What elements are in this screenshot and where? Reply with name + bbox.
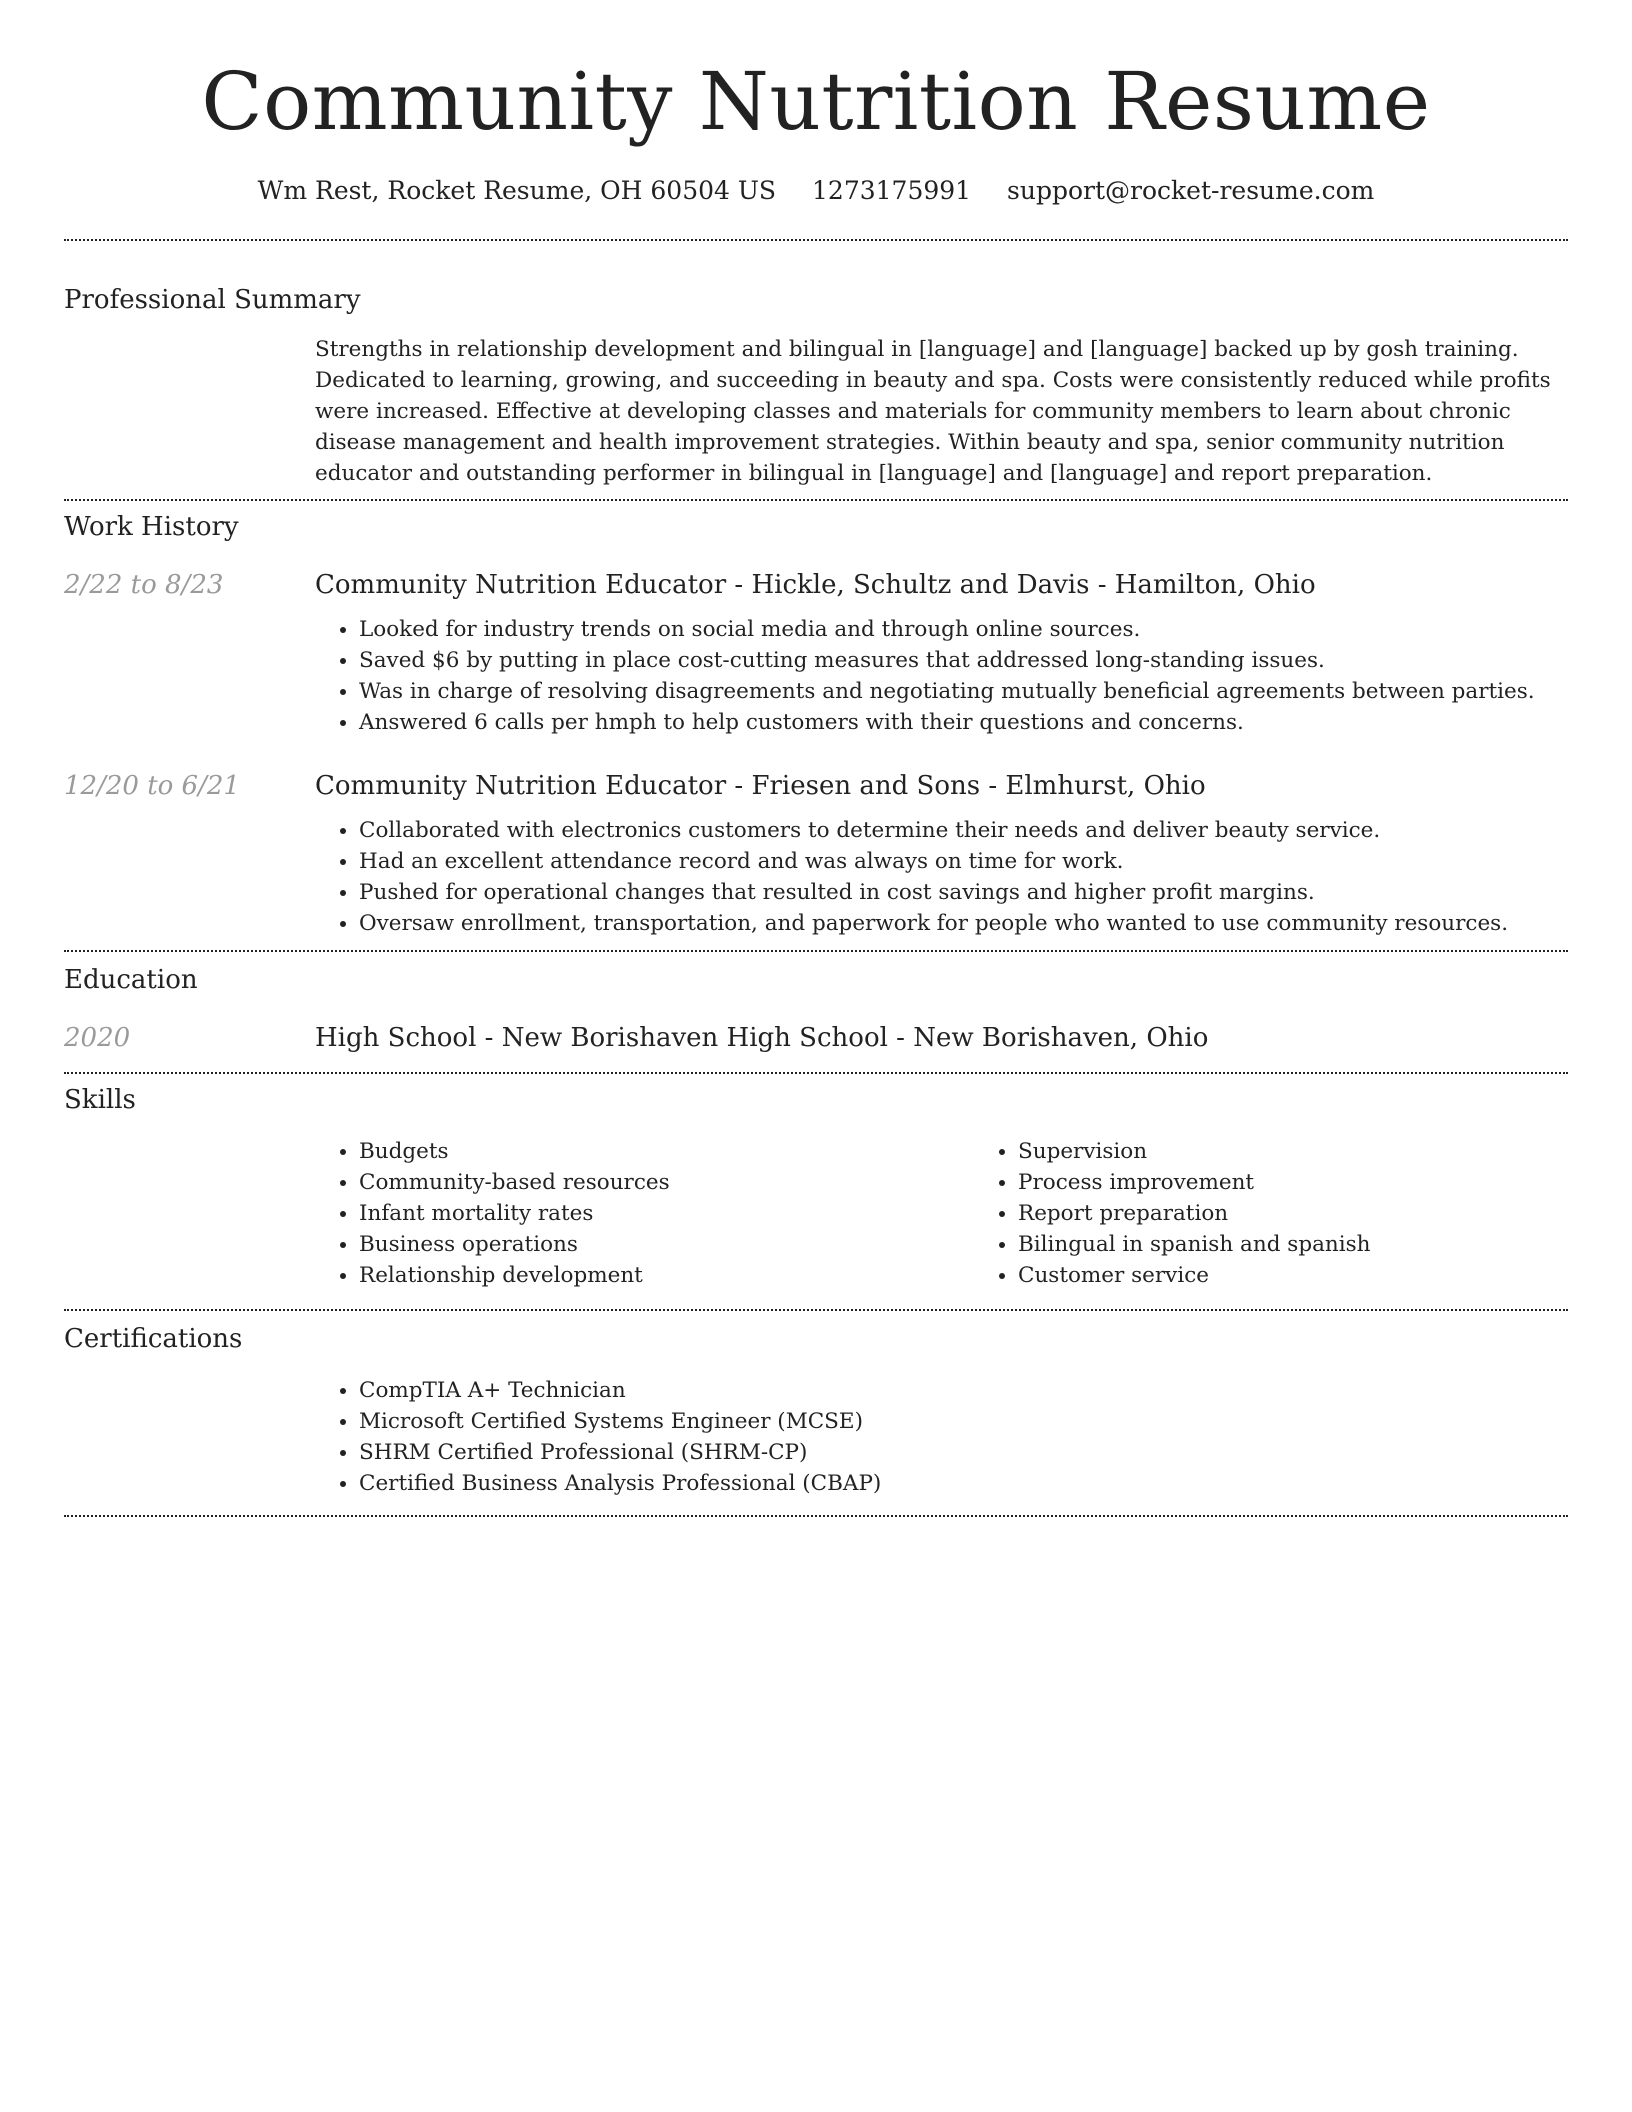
job-heading bbox=[315, 568, 1568, 602]
education-year: 2020 bbox=[64, 1023, 131, 1053]
section-title-work: Work History bbox=[64, 512, 239, 542]
job-bullet: • Saved $6 by putting in place cost-cutting measures that addressed long-standing issues. bbox=[359, 645, 1568, 676]
skill-item: • Bilingual in spanish and spanish bbox=[1018, 1229, 1632, 1260]
section-work-history bbox=[64, 510, 1568, 939]
skill-item: • Budgets bbox=[359, 1136, 974, 1167]
job-details: - Hickle, Schultz and Davis - Hamilton, Ohio bbox=[726, 570, 1316, 600]
summary-text: Strengths in relationship development and bilingual in [language] and [language] backed up by gosh training. Dedicated to learning, growing, and succeeding in beauty and spa. Costs were consistently reduced while profits were increased. Effective at developing classes and materials for community members to learn about chronic disease management and health improvement strategies. Within beauty and spa, senior community nutrition educator and outstanding performer in bilingual in [language] and [language] and report preparation. bbox=[315, 337, 1551, 486]
divider-header bbox=[64, 239, 1568, 241]
divider-certifications bbox=[64, 1515, 1568, 1517]
job-dates: 2/22 to 8/23 bbox=[64, 570, 224, 600]
job-position: Community Nutrition Educator bbox=[315, 771, 727, 801]
education-heading bbox=[315, 1021, 1568, 1055]
job-bullet: • Oversaw enrollment, transportation, and paperwork for people who wanted to use community resources. bbox=[359, 908, 1568, 939]
job-bullet: • Pushed for operational changes that resulted in cost savings and higher profit margins. bbox=[359, 877, 1568, 908]
certification-item: • Certified Business Analysis Professional (CBAP) bbox=[359, 1468, 1568, 1499]
contact-phone: 1273175991 bbox=[812, 176, 972, 205]
section-education bbox=[64, 963, 1568, 1055]
section-title-education: Education bbox=[64, 965, 198, 995]
skill-item: • Community-based resources bbox=[359, 1167, 974, 1198]
job-bullet: • Was in charge of resolving disagreements and negotiating mutually beneficial agreements between parties. bbox=[359, 676, 1568, 707]
skill-item: • Relationship development bbox=[359, 1260, 974, 1291]
section-certifications bbox=[64, 1322, 1568, 1499]
skills-column-1 bbox=[315, 1136, 974, 1291]
divider-summary bbox=[64, 499, 1568, 501]
section-title-summary: Professional Summary bbox=[64, 285, 361, 315]
education-details: - New Borishaven High School - New Borishaven, Ohio bbox=[476, 1023, 1209, 1053]
skill-item: • Customer service bbox=[1018, 1260, 1632, 1291]
divider-work bbox=[64, 950, 1568, 952]
job-bullet: • Answered 6 calls per hmph to help customers with their questions and concerns. bbox=[359, 707, 1568, 738]
job-entry bbox=[64, 568, 1568, 738]
job-entry bbox=[64, 769, 1568, 939]
contact-address: Wm Rest, Rocket Resume, OH 60504 US bbox=[257, 176, 777, 205]
divider-education bbox=[64, 1072, 1568, 1074]
skill-item: • Infant mortality rates bbox=[359, 1198, 974, 1229]
resume-title: Community Nutrition Resume bbox=[201, 55, 1431, 148]
section-summary bbox=[64, 283, 1568, 489]
certifications-list bbox=[315, 1375, 1568, 1499]
contact-email[interactable]: support@rocket-resume.com bbox=[1007, 176, 1375, 205]
certification-item: • Microsoft Certified Systems Engineer (MCSE) bbox=[359, 1406, 1568, 1437]
divider-skills bbox=[64, 1309, 1568, 1311]
education-degree: High School bbox=[315, 1023, 477, 1053]
job-bullet: • Looked for industry trends on social media and through online sources. bbox=[359, 614, 1568, 645]
skills-grid bbox=[315, 1136, 1632, 1291]
certification-item: • SHRM Certified Professional (SHRM-CP) bbox=[359, 1437, 1568, 1468]
job-position: Community Nutrition Educator bbox=[315, 570, 727, 600]
skills-column-2 bbox=[974, 1136, 1632, 1291]
skill-item: • Process improvement bbox=[1018, 1167, 1632, 1198]
contact-line bbox=[64, 174, 1568, 208]
job-bullet: • Collaborated with electronics customers to determine their needs and deliver beauty service. bbox=[359, 815, 1568, 846]
job-bullet: • Had an excellent attendance record and was always on time for work. bbox=[359, 846, 1568, 877]
summary-spacer bbox=[64, 334, 315, 489]
section-skills bbox=[64, 1083, 1568, 1291]
skill-item: • Business operations bbox=[359, 1229, 974, 1260]
skill-item: • Report preparation bbox=[1018, 1198, 1632, 1229]
skill-item: • Supervision bbox=[1018, 1136, 1632, 1167]
job-bullets bbox=[315, 614, 1568, 738]
certifications-spacer bbox=[64, 1375, 315, 1499]
job-bullets bbox=[315, 815, 1568, 939]
job-details: - Friesen and Sons - Elmhurst, Ohio bbox=[726, 771, 1206, 801]
job-heading bbox=[315, 769, 1568, 803]
job-dates: 12/20 to 6/21 bbox=[64, 771, 240, 801]
section-title-certifications: Certifications bbox=[64, 1324, 243, 1354]
education-entry bbox=[64, 1021, 1568, 1055]
certification-item: • CompTIA A+ Technician bbox=[359, 1375, 1568, 1406]
section-title-skills: Skills bbox=[64, 1085, 136, 1115]
skills-spacer bbox=[64, 1136, 315, 1291]
